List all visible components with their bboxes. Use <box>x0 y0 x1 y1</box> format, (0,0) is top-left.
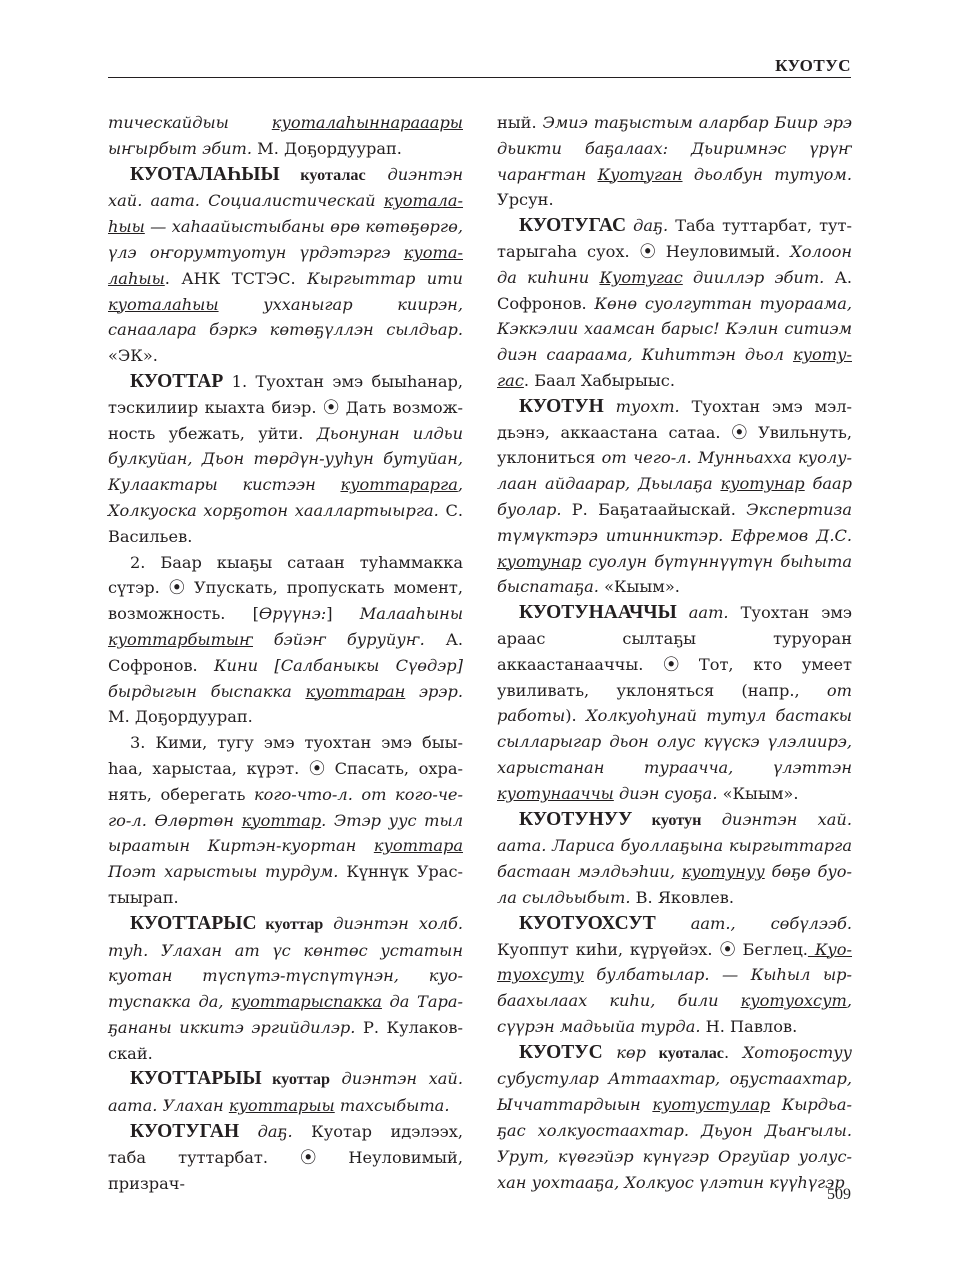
underlined-example: Куотуган <box>597 164 683 184</box>
text-run: «Кыым». <box>598 577 680 597</box>
italic-text: Холкуоһунай тутул бастакы сылларыгар дьон олус күүскэ үлэлиирэ, харыстанан тураачча, үлэттэн <box>497 706 852 777</box>
italic-text: да Тараҕананы иккитэ эргийдилэр. <box>108 992 463 1037</box>
italic-text: , сүүрэн мадьыйа турда. <box>497 991 852 1036</box>
reference-word: куоталас <box>646 1043 724 1062</box>
italic-text: ыҥырбыт эбит. <box>108 138 253 158</box>
dictionary-entry <box>108 162 463 369</box>
underlined-example: куоттар <box>241 810 322 830</box>
reference-word: куотун <box>632 810 702 829</box>
underlined-example: Куотуохсуту <box>497 939 852 985</box>
reference-word: куоттар <box>261 1070 330 1089</box>
continued-entry <box>108 110 463 162</box>
underlined-example: куотунааччы <box>497 783 614 803</box>
italic-text: дьолбун тутуом. <box>682 164 852 184</box>
italic-text: эрэр. <box>405 681 463 701</box>
italic-text: Кыргыттар ити <box>295 268 463 288</box>
italic-text: Кини [Салбаныкы Сүөдэр] бырдыгын быспакка <box>108 655 463 701</box>
reference-word: куоталас <box>279 165 366 184</box>
headword: КУОТУНУУ <box>519 808 633 830</box>
underlined-example: куоттарбытыҥ <box>108 629 253 649</box>
italic-text: диэнтэн хай. аата. Лариса буоллаҕына кыргыттарга бастаан мэлдьэһии, <box>497 809 852 882</box>
text-run: А. Софронов. <box>108 629 463 675</box>
dictionary-entry <box>497 600 852 806</box>
underlined-example: куоталаһыы <box>108 191 463 237</box>
italic-text: диэнтэн холб. туһ. Улахан ат үс көнтөс устатын куотан түспүтэ-түспүтүнэн, куотуспакка да, <box>108 913 463 1012</box>
underlined-example: куотустулар <box>652 1095 771 1115</box>
text-run: 1. Туохтан эмэ быыһанар, тэскилиир кыахта биэр. ⦿ Дать возможность убежать, уйти. <box>108 371 463 443</box>
text-run: Р. Баҕатаайыскай. <box>561 499 736 519</box>
italic-text: от чего-л. Мунньахха куолулаан айдаарар, Дьылаҕа <box>497 448 852 494</box>
underlined-example: куоттарарга <box>340 475 458 495</box>
italic-text: Кырдьаҕас холкуостаахтар. Дьуон Дьаҥылы. Урут, күөгэйэр күнүгэр Оргуйар уолусхан уохтааҕа, Холкуос үлэтин күүһүгэр <box>497 1095 852 1192</box>
italic-text: диэн суоҕа. <box>613 783 718 803</box>
text-run: Н. Павлов. <box>700 1016 798 1036</box>
italic-text: булбатылар. — Кыһыл ырбаахылаах киһи, били <box>497 965 852 1011</box>
italic-text: аат., сөбүлээб. <box>655 913 852 933</box>
italic-text: суолун бүтүннүүтүн быһыта быспатаҕа. <box>497 551 852 597</box>
underlined-example: куотунуу <box>681 862 765 882</box>
italic-text: ухханыгар киирэн, санаалара бэркэ көтөҕүллэн сылдьар. <box>108 294 463 340</box>
headword: КУОТУН <box>519 395 604 417</box>
reference-word: куоттар <box>256 914 324 933</box>
dictionary-entry <box>497 394 852 600</box>
dictionary-entry <box>108 550 463 731</box>
headword: КУОТТАР <box>130 370 224 392</box>
italic-text: тическайдыы <box>108 113 272 132</box>
text-run: . <box>723 1042 730 1062</box>
text-run: «ЭК». <box>108 346 158 366</box>
text-run: Таба туттарбат, туттарыгаһа суох. ⦿ Неуловимый. <box>497 216 852 261</box>
headword: КУОТУНААЧЧЫ <box>519 602 677 624</box>
continued-entry <box>497 110 852 213</box>
text-run: Куоппут киһи, күрүөйэх. ⦿ Беглец. <box>497 939 808 959</box>
text-run: Күннүк Урастыырап. <box>108 862 463 907</box>
headword: КУОТУГАС <box>519 215 627 237</box>
text-run: «Кыым». <box>717 783 799 803</box>
italic-text: Поэт харыстыы турдум. <box>108 862 339 882</box>
underlined-example: куоталаһыннарааары <box>271 113 463 132</box>
italic-text: даҕ. <box>239 1122 293 1142</box>
text-run: ный. <box>497 113 537 132</box>
text-run: С. Васильев. <box>108 500 463 546</box>
italic-text: Эмиэ таҕыстым аларбар Биир эрэ дьикти баҕалаах: Дьиримнэс үрүҥ чараҥтан <box>497 113 852 184</box>
underlined-example: Куотугас <box>599 267 683 287</box>
dictionary-entry <box>497 1040 852 1196</box>
text-run: 3. Кими, тугу эмэ туохтан эмэ быыһаа, харыстаа, күрэт. ⦿ Спасать, охранять, оберегать <box>108 733 463 804</box>
dictionary-entry <box>108 1066 463 1119</box>
text-run: ). <box>565 706 577 726</box>
left-column <box>108 110 463 1196</box>
italic-text: Хотоҕостуу субустулар Аттаахтар, оҕустаахтар, Ыччаттардыын <box>497 1042 852 1115</box>
underlined-example: куотунар <box>497 551 582 571</box>
dictionary-entry <box>108 369 463 550</box>
underlined-example: куоталаһыы <box>108 242 463 288</box>
italic-text: , Холкуоска хорҕотон хааллартыырга. <box>108 475 463 520</box>
text-run: . АНК ТСТЭС. <box>164 268 296 288</box>
text-run: Туохтан эмэ араас сылтаҕы туруоран аккаастанааччы. ⦿ Тот, кто умеет увиливать, уклоняться (напр., <box>497 603 852 700</box>
text-run: ] <box>326 604 333 624</box>
text-run: М. Доҕордуурап. <box>252 138 402 158</box>
headword: КУОТТАРЫЫ <box>130 1068 262 1090</box>
italic-text: Дьонунан илдьи булкуйан, Дьон төрдүн-ууһун бутуйан, Кулаактары кистээн <box>108 423 463 495</box>
underlined-example: куоттарыы <box>228 1096 335 1116</box>
underlined-example: куоттарыспакка <box>231 992 382 1012</box>
text-run: Туохтан эмэ мэлдьэнэ, аккаастана сатаа. ⦿ Увильнуть, уклониться <box>497 396 852 468</box>
italic-text: Холоон да киһини <box>497 241 852 287</box>
italic-text: Малааһыны <box>332 604 463 624</box>
underlined-example: куоталаһыы <box>108 294 219 314</box>
text-run: . Баал Хабырыыс. <box>523 370 675 390</box>
headword: КУОТУОХСУТ <box>519 912 656 934</box>
headword: КУОТАЛАҺЫЫ <box>130 163 280 185</box>
italic-text: кого-что-л. от кого-чего-л. Өлөртөн <box>108 784 463 830</box>
italic-text: көр <box>602 1042 647 1062</box>
italic-text: от работы <box>497 680 852 726</box>
italic-text: тахсыбыта. <box>334 1096 450 1116</box>
italic-text: — хаһаайыстыбаны өрө көтөҕөргө, үлэ оҥорумтуотун үрдэтэргэ <box>108 217 463 262</box>
italic-text: . Этэр уус тыл ыраатын Киртэн-куортан <box>108 810 463 856</box>
italic-text: дииллэр эбит. <box>682 267 825 287</box>
text-run: М. Доҕордуурап. <box>108 707 253 727</box>
italic-text: бэйэҥ буруйуҥ. <box>252 629 425 649</box>
text-run: Урсун. <box>497 190 554 210</box>
dictionary-entry <box>108 1119 463 1196</box>
headword: КУОТУС <box>519 1041 603 1063</box>
underlined-example: куоттара <box>373 836 463 856</box>
dictionary-entry <box>108 911 463 1067</box>
italic-text: даҕ. <box>626 216 669 236</box>
headword: КУОТУГАН <box>130 1121 240 1143</box>
headword: КУОТТАРЫС <box>130 912 257 934</box>
dictionary-entry <box>108 730 463 911</box>
text-run: А. Софронов. <box>497 267 852 313</box>
text-run: В. Яковлев. <box>630 887 734 907</box>
italic-text: диэнтэн хай. аата. Улахан <box>108 1069 463 1116</box>
underlined-example: куотунар <box>720 474 805 494</box>
page-number: 509 <box>827 1186 851 1203</box>
dictionary-entry <box>497 807 852 911</box>
italic-text: бөҕө буола сылдьыбыт. <box>497 862 852 907</box>
right-column <box>497 110 852 1195</box>
italic-text: Өрүүнэ: <box>258 604 327 624</box>
italic-text: туохт. <box>603 396 680 416</box>
text-run: Куотар идэлээх, таба туттарбат. ⦿ Неуловимый, призрач- <box>108 1122 463 1193</box>
dictionary-entry <box>497 911 852 1040</box>
underlined-example: куотуохсут <box>740 991 847 1011</box>
italic-text: диэнтэн хай. аата. Социалистическай <box>108 164 463 211</box>
italic-text: Көнө суолгуттан туорaама, Кэккэлии хаамсан барыс! Кэлин ситиэм диэн саараама, Киһиттэн дьол <box>497 293 852 365</box>
text-run: 2. Баар кыаҕы сатаан туһаммакка сүтэр. ⦿ Упускать, пропускать момент, возможность. [ <box>108 552 463 624</box>
page-header-title: КУОТУС <box>775 56 851 75</box>
italic-text: Экспертиза түмүктэрэ итинниктэр. Ефремов Д.С. <box>497 499 852 545</box>
underlined-example: куоттаран <box>305 681 406 701</box>
italic-text: баар буолар. <box>497 474 852 519</box>
text-run: Р. Кулаковскай. <box>108 1017 463 1063</box>
dictionary-entry <box>497 213 852 394</box>
italic-text: аат. <box>676 603 729 623</box>
header-rule <box>108 77 851 78</box>
underlined-example: куотугас <box>497 345 852 390</box>
